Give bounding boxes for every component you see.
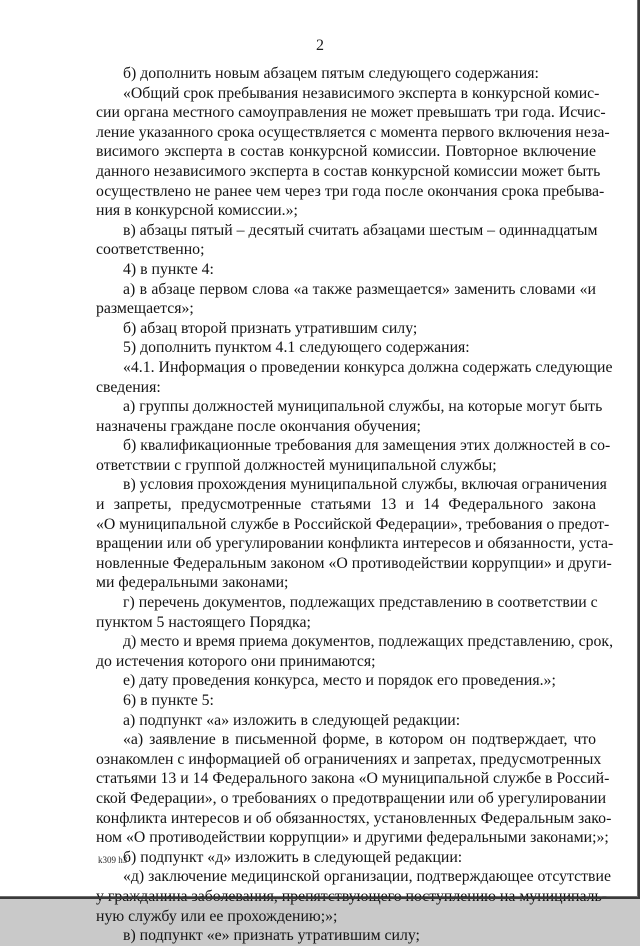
text-line: б) абзац второй признать утратившим силу;	[123, 319, 418, 337]
text-line: «а) заявление в письменной форме, в котором он подтверждает, что	[123, 731, 596, 749]
text-line: «О муниципальной службе в Российской Федерации», требования о предот-	[96, 515, 610, 533]
text-line: сведения:	[96, 378, 161, 396]
text-line: размещается»;	[96, 300, 194, 318]
text-line: новленные Федеральным законом «О противодействии коррупции» и други-	[96, 554, 612, 572]
footer-code: k309 h3	[98, 855, 128, 865]
text-line: ном «О противодействии коррупции» и другими федеральными законами;»;	[96, 829, 609, 847]
text-line: висимого эксперта в состав конкурсной комиссии. Повторное включение	[96, 143, 596, 161]
text-line: данного независимого эксперта в состав конкурсной комиссии может быть	[96, 162, 601, 180]
text-line: 6) в пункте 5:	[123, 692, 214, 709]
text-line: и запреты, предусмотренные статьями 13 и 14 Федерального закона	[96, 496, 596, 514]
text-line: е) дату проведения конкурса, место и порядок его проведения.»;	[123, 672, 556, 690]
text-line: осуществлено не ранее чем через три года после окончания срока пребыва-	[96, 182, 605, 200]
text-line: в) абзацы пятый – десятый считать абзацами шестым – одиннадцатым	[123, 221, 598, 239]
text-line: назначены граждане после окончания обучения;	[96, 417, 421, 435]
text-line: ми федеральными законами;	[96, 574, 289, 592]
text-line: ную службу или ее прохождению;»;	[96, 907, 338, 925]
text-line: д) место и время приема документов, подлежащих представлению, срок,	[123, 633, 614, 651]
text-line: «4.1. Информация о проведении конкурса должна содержать следующие	[123, 358, 613, 376]
text-line: 5) дополнить пунктом 4.1 следующего содержания:	[123, 339, 470, 357]
text-line: г) перечень документов, подлежащих представлению в соответствии с	[123, 594, 598, 612]
text-line: а) группы должностей муниципальной службы, на которые могут быть	[123, 398, 603, 416]
text-line: б) дополнить новым абзацем пятым следующего содержания:	[123, 65, 539, 82]
text-line: б) квалификационные требования для замещения этих должностей в со-	[123, 437, 611, 455]
text-line: ской Федерации», о требованиях о предотвращении или об урегулировании	[96, 789, 607, 807]
document-body	[96, 64, 614, 946]
text-line: в) подпункт «е» признать утратившим силу;	[123, 927, 420, 945]
text-line: а) подпункт «а» изложить в следующей редакции:	[123, 711, 461, 729]
text-line: «д) заключение медицинской организации, подтверждающее отсутствие	[123, 868, 611, 886]
text-line: ния в конкурсной комиссии.»;	[96, 202, 298, 220]
text-line: 4) в пункте 4:	[123, 260, 214, 278]
text-line: б) подпункт «д» изложить в следующей редакции:	[123, 848, 463, 866]
text-line: ознакомлен с информацией об ограничениях и запретах, предусмотренных	[96, 750, 602, 768]
text-line: «Общий срок пребывания независимого эксперта в конкурсной комис-	[123, 84, 600, 102]
text-line: до истечения которого они принимаются;	[96, 652, 376, 670]
text-line: вращении или об урегулировании конфликта интересов и обязанности, уста-	[96, 535, 614, 553]
text-line: сии органа местного самоуправления не может превышать три года. Исчис-	[96, 104, 606, 122]
text-line: в) условия прохождения муниципальной службы, включая ограничения	[123, 476, 607, 494]
text-line: конфликта интересов и об обязанностях, установленных Федеральным зако-	[96, 809, 612, 827]
text-line: а) в абзаце первом слова «а также размещается» заменить словами «и	[123, 280, 596, 298]
scan-edge-bottom	[0, 897, 640, 899]
text-line: соответственно;	[96, 241, 205, 259]
text-line: пунктом 5 настоящего Порядка;	[96, 613, 311, 631]
text-line: ление указанного срока осуществляется с момента первого включения неза-	[96, 123, 610, 141]
text-line: ответствии с группой должностей муниципальной службы;	[96, 456, 497, 474]
page-number: 2	[316, 37, 324, 54]
text-line: статьями 13 и 14 Федерального закона «О муниципальной службе в Россий-	[96, 770, 610, 788]
